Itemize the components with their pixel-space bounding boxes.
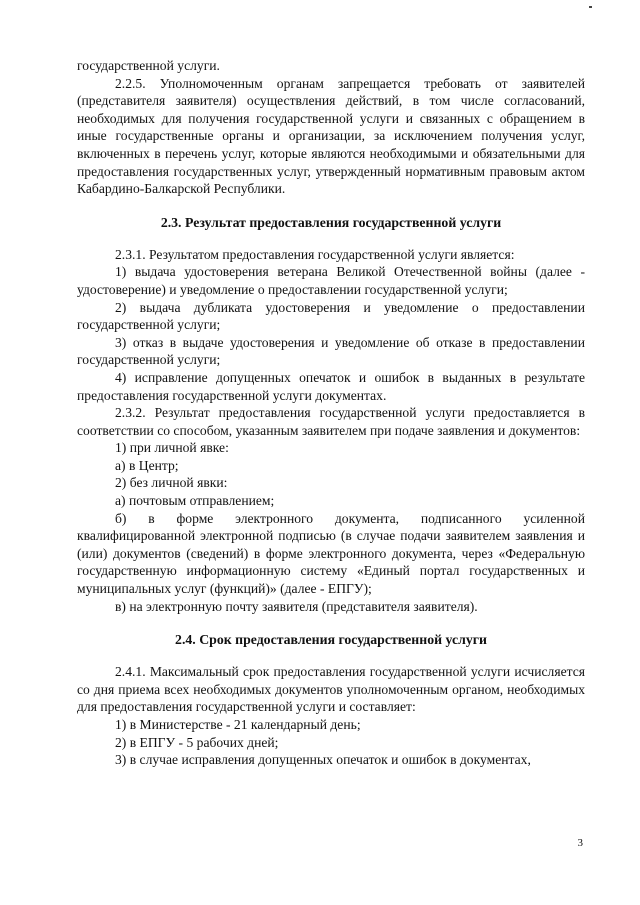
paragraph-2-2-5: 2.2.5. Уполномоченным органам запрещается требовать от заявителей (представителя заявителя) осуществления действий, в том числе согласований, необходимых для получения государственной услуги и связанных с обращением в иные государственные органы и организации, за исключением получения услуг, включенных в перечень услуг, которые являются необходимыми и обязательными для предоставления государственных услуг, утвержденный нормативным правовым актом Кабардино-Балкарской Республики. — [77, 75, 585, 197]
list-item-personal: 1) при личной явке: — [115, 440, 229, 456]
list-item-email: в) на электронную почту заявителя (представителя заявителя). — [115, 598, 478, 614]
list-item-epgu: 2) в ЕПГУ - 5 рабочих дней; — [115, 734, 279, 750]
section-2-4-title: 2.4. Срок предоставления государственной услуги — [175, 632, 487, 648]
paragraph-2-3-1: 2.3.1. Результатом предоставления государственной услуги является: — [115, 246, 515, 262]
list-item-result-3: 3) отказ в выдаче удостоверения и уведомление об отказе в предоставлении государственной услуги; — [77, 334, 585, 368]
list-item-remote: 2) без личной явки: — [115, 475, 228, 491]
paragraph-2-4-1: 2.4.1. Максимальный срок предоставления государственной услуги исчисляется со дня приема всех необходимых документов уполномоченным органом, необходимых для предоставления государственной услуги и составляет: — [77, 664, 585, 715]
list-item-post: а) почтовым отправлением; — [115, 493, 275, 509]
scan-mark — [589, 6, 592, 8]
list-item-result-4: 4) исправление допущенных опечаток и ошибок в выданных в результате предоставления государственной услуги документах. — [77, 369, 585, 403]
document-body — [77, 57, 585, 769]
list-item-corrections: 3) в случае исправления допущенных опечаток и ошибок в документах, — [115, 752, 531, 768]
section-2-3-title: 2.3. Результат предоставления государственной услуги — [160, 214, 502, 230]
list-item-result-1: 1) выдача удостоверения ветерана Великой Отечественной войны (далее - удостоверение) и уведомление о предоставлении государственной услуги; — [77, 264, 585, 297]
paragraph-2-3-2: 2.3.2. Результат предоставления государственной услуги предоставляется в соответствии со способом, указанным заявителем при подаче заявления и документов: — [77, 405, 585, 438]
list-item-ministry: 1) в Министерстве - 21 календарный день; — [115, 717, 361, 732]
list-item-electronic: б) в форме электронного документа, подписанного усиленной квалифицированной электронной подписью (в случае подачи заявителем заявления и (или) документов (сведений) в форме электронного документа, через «Федеральную государственную информационную систему «Единый портал государственных и муниципальных услуг (функций)» (далее - ЕПГУ); — [77, 510, 585, 597]
paragraph-continuation: государственной услуги. — [77, 58, 220, 73]
page-number: 3 — [577, 837, 583, 849]
list-item-result-2: 2) выдача дубликата удостоверения и уведомление о предоставлении государственной услуги; — [77, 299, 585, 333]
list-item-center: а) в Центр; — [115, 457, 179, 473]
